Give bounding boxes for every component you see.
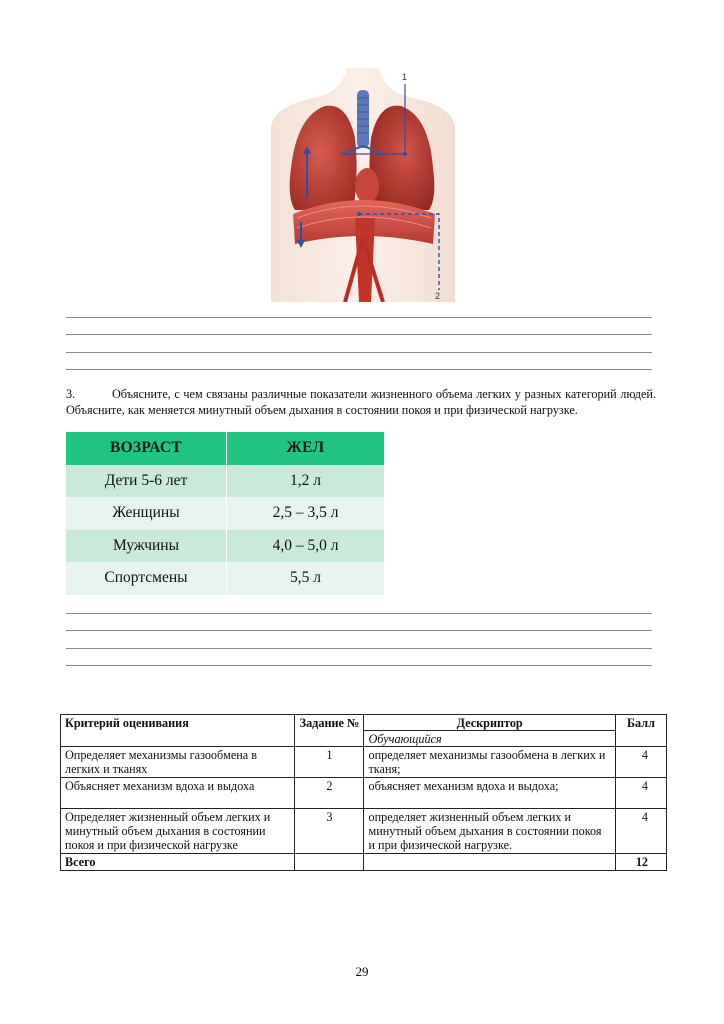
vc-category: Женщины: [66, 497, 227, 530]
question-3: [66, 387, 656, 418]
vc-value: 4,0 – 5,0 л: [227, 530, 385, 563]
page-number: 29: [355, 964, 369, 979]
lungs-icon: [263, 68, 462, 302]
lungs-diaphragm-illustration: [263, 68, 462, 302]
descriptor-cell: объясняет механизм вдоха и выдоха;: [364, 778, 615, 809]
vc-header-vc: ЖЕЛ: [227, 432, 385, 465]
figure-label-1: 1: [402, 72, 408, 82]
vc-category: Дети 5-6 лет: [66, 465, 227, 498]
vc-value: 2,5 – 3,5 л: [227, 497, 385, 530]
answer-line[interactable]: [66, 335, 652, 353]
header-score: Балл: [615, 715, 666, 747]
answer-line[interactable]: [66, 318, 652, 336]
criterion-cell: Определяет механизмы газообмена в легких и тканях: [61, 747, 295, 778]
vc-category: Спортсмены: [66, 562, 227, 595]
answer-lines-block[interactable]: [66, 300, 652, 370]
table-row: [66, 465, 384, 498]
table-row: [66, 530, 384, 563]
descriptor-cell: определяет жизненный объем легких и минутный объем дыхания в состоянии покоя и при физической нагрузке.: [364, 809, 615, 854]
table-row: [61, 809, 667, 854]
header-descriptor-sub: Обучающийся: [364, 730, 614, 746]
header-descriptor: [364, 715, 615, 747]
total-task-empty: [295, 854, 364, 871]
score-cell: 4: [615, 778, 666, 809]
answer-line[interactable]: [66, 614, 652, 632]
question-text: Объясните, с чем связаны различные показатели жизненного объема легких у разных категорий людей. Объясните, как меняется минутный объем дыхания в состоянии покоя и при физической нагрузке.: [66, 387, 656, 417]
task-cell: 2: [295, 778, 364, 809]
criterion-cell: Объясняет механизм вдоха и выдоха: [61, 778, 295, 809]
question-number: 3.: [66, 387, 76, 401]
task-cell: 3: [295, 809, 364, 854]
table-row-total: [61, 854, 667, 871]
header-criterion: Критерий оценивания: [61, 715, 295, 747]
figure-label-2: 2: [435, 291, 441, 301]
table-row: [61, 747, 667, 778]
total-descriptor-empty: [364, 854, 615, 871]
header-descriptor-label: Дескриптор: [456, 716, 523, 730]
total-score: 12: [615, 854, 666, 871]
vc-value: 1,2 л: [227, 465, 385, 498]
vital-capacity-table: [66, 432, 384, 595]
answer-line[interactable]: [66, 353, 652, 371]
vc-value: 5,5 л: [227, 562, 385, 595]
table-row: [61, 778, 667, 809]
answer-line[interactable]: [66, 631, 652, 649]
score-cell: 4: [615, 747, 666, 778]
table-row: [66, 562, 384, 595]
score-cell: 4: [615, 809, 666, 854]
answer-line[interactable]: [66, 596, 652, 614]
assessment-table: [60, 714, 667, 871]
answer-lines-block[interactable]: [66, 596, 652, 666]
total-label: Всего: [61, 854, 295, 871]
descriptor-cell: определяет механизмы газообмена в легких и тканя;: [364, 747, 615, 778]
task-cell: 1: [295, 747, 364, 778]
vc-category: Мужчины: [66, 530, 227, 563]
vc-header-age: ВОЗРАСТ: [66, 432, 227, 465]
table-row: [66, 497, 384, 530]
answer-line[interactable]: [66, 300, 652, 318]
header-task: Задание №: [295, 715, 364, 747]
criterion-cell: Определяет жизненный объем легких и минутный объем дыхания в состоянии покоя и при физической нагрузке: [61, 809, 295, 854]
answer-line[interactable]: [66, 649, 652, 667]
